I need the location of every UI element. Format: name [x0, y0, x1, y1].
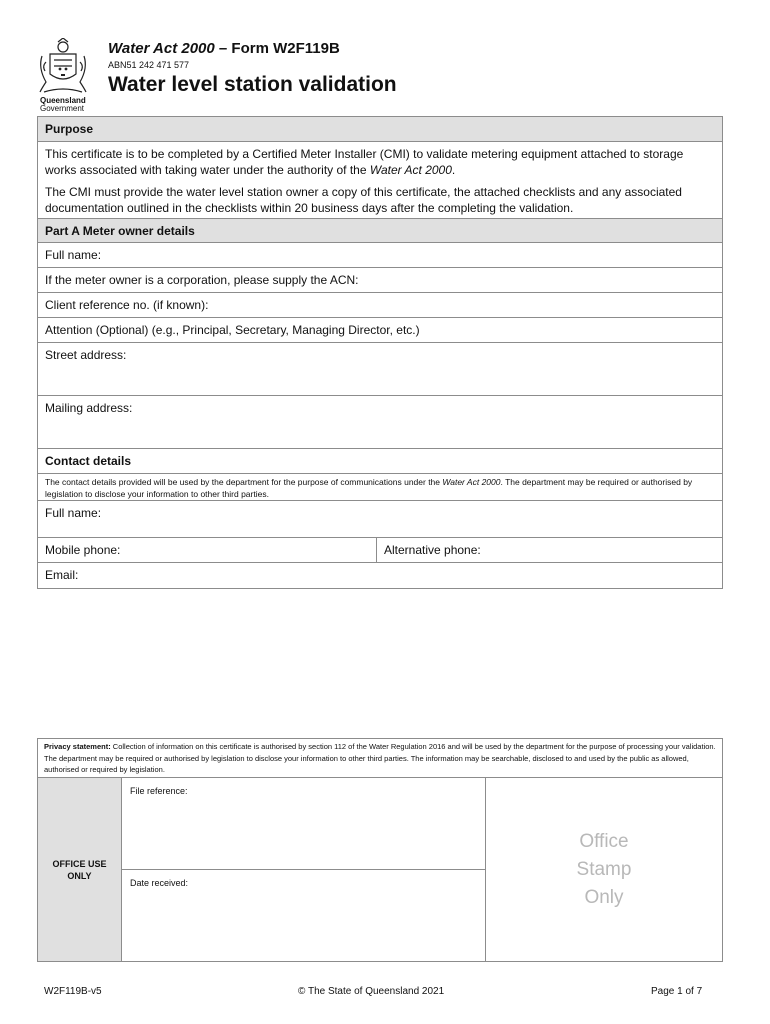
government-name-line2: Government — [40, 104, 85, 113]
privacy-statement-label: Privacy statement: — [44, 742, 111, 751]
form-act-line — [108, 40, 340, 57]
phone-row — [38, 538, 722, 563]
purpose-text-1-end: . — [451, 163, 456, 177]
owner-full-name-field[interactable]: Full name: — [38, 243, 722, 268]
contact-note-act-name: Water Act 2000 — [442, 477, 501, 487]
footer-copyright: © The State of Queensland 2021 — [298, 986, 445, 997]
form-number: – Form W2F119B — [214, 40, 340, 57]
privacy-statement-text: Collection of information on this certificate is authorised by section 112 of the Water Regulation 2016 and will be used by the department for the purpose of processing your validation. The department may be required or authorised by legislation to disclose your information to other third parties. The information may be searchable, disclosed to and used by the public as allowed, authorised or required by legislation. — [44, 742, 716, 774]
part-a-heading: Part A Meter owner details — [38, 218, 722, 243]
mailing-address-field[interactable]: Mailing address: — [38, 396, 722, 449]
contact-full-name-field[interactable]: Full name: — [38, 501, 722, 538]
contact-note-text-2: . The department may be required or authorised by legislation to disclose your information to other third parties. — [45, 477, 693, 499]
form-header — [36, 36, 726, 114]
office-use-label-line1: OFFICE USE — [52, 858, 107, 869]
email-field[interactable]: Email: — [45, 568, 79, 582]
footer-page-number: Page 1 of 7 — [651, 986, 703, 997]
stamp-line-2: Stamp — [576, 858, 632, 880]
purpose-paragraph-2: The CMI must provide the water level station owner a copy of this certificate, the attached checklists and any associated documentation outlined in the checklists within 20 business days after the completing the validation. — [45, 185, 682, 215]
office-use-only-label — [38, 778, 122, 961]
mobile-phone-field[interactable]: Mobile phone: — [38, 538, 377, 562]
owner-acn-field[interactable]: If the meter owner is a corporation, please supply the ACN: — [38, 268, 722, 293]
purpose-text-1: This certificate is to be completed by a Certified Meter Installer (CMI) to validate metering equipment attached to storage works associated with taking water under the authority of the — [45, 147, 684, 177]
queensland-crest-icon — [36, 38, 90, 112]
office-use-label-line2: ONLY — [67, 870, 92, 881]
privacy-statement — [38, 739, 722, 778]
page-title: Water level station validation — [108, 73, 397, 96]
alternative-phone-field[interactable]: Alternative phone: — [384, 543, 481, 557]
attention-field[interactable]: Attention (Optional) (e.g., Principal, Secretary, Managing Director, etc.) — [38, 318, 722, 343]
purpose-heading: Purpose — [38, 117, 722, 142]
government-name-line1: Queensland — [40, 96, 86, 105]
office-use-grid — [38, 778, 722, 961]
footer-form-code: W2F119B-v5 — [44, 986, 102, 997]
street-address-field[interactable]: Street address: — [38, 343, 722, 396]
stamp-line-3: Only — [584, 886, 624, 908]
contact-details-note — [38, 474, 722, 501]
purpose-act-name: Water Act 2000 — [369, 163, 452, 177]
meter-owner-form — [37, 116, 723, 589]
office-use-section — [37, 738, 723, 962]
act-name: Water Act 2000 — [108, 40, 215, 57]
contact-note-text-1: The contact details provided will be used by the department for the purpose of communications under the — [45, 477, 443, 487]
stamp-line-1: Office — [579, 830, 629, 852]
abn-number: ABN51 242 471 577 — [108, 60, 190, 70]
client-reference-field[interactable]: Client reference no. (if known): — [38, 293, 722, 318]
office-stamp-area — [486, 778, 722, 961]
file-reference-field: File reference: — [122, 778, 486, 870]
date-received-field: Date received: — [122, 870, 486, 961]
contact-details-heading: Contact details — [38, 449, 722, 474]
purpose-paragraph-1 — [38, 142, 722, 181]
